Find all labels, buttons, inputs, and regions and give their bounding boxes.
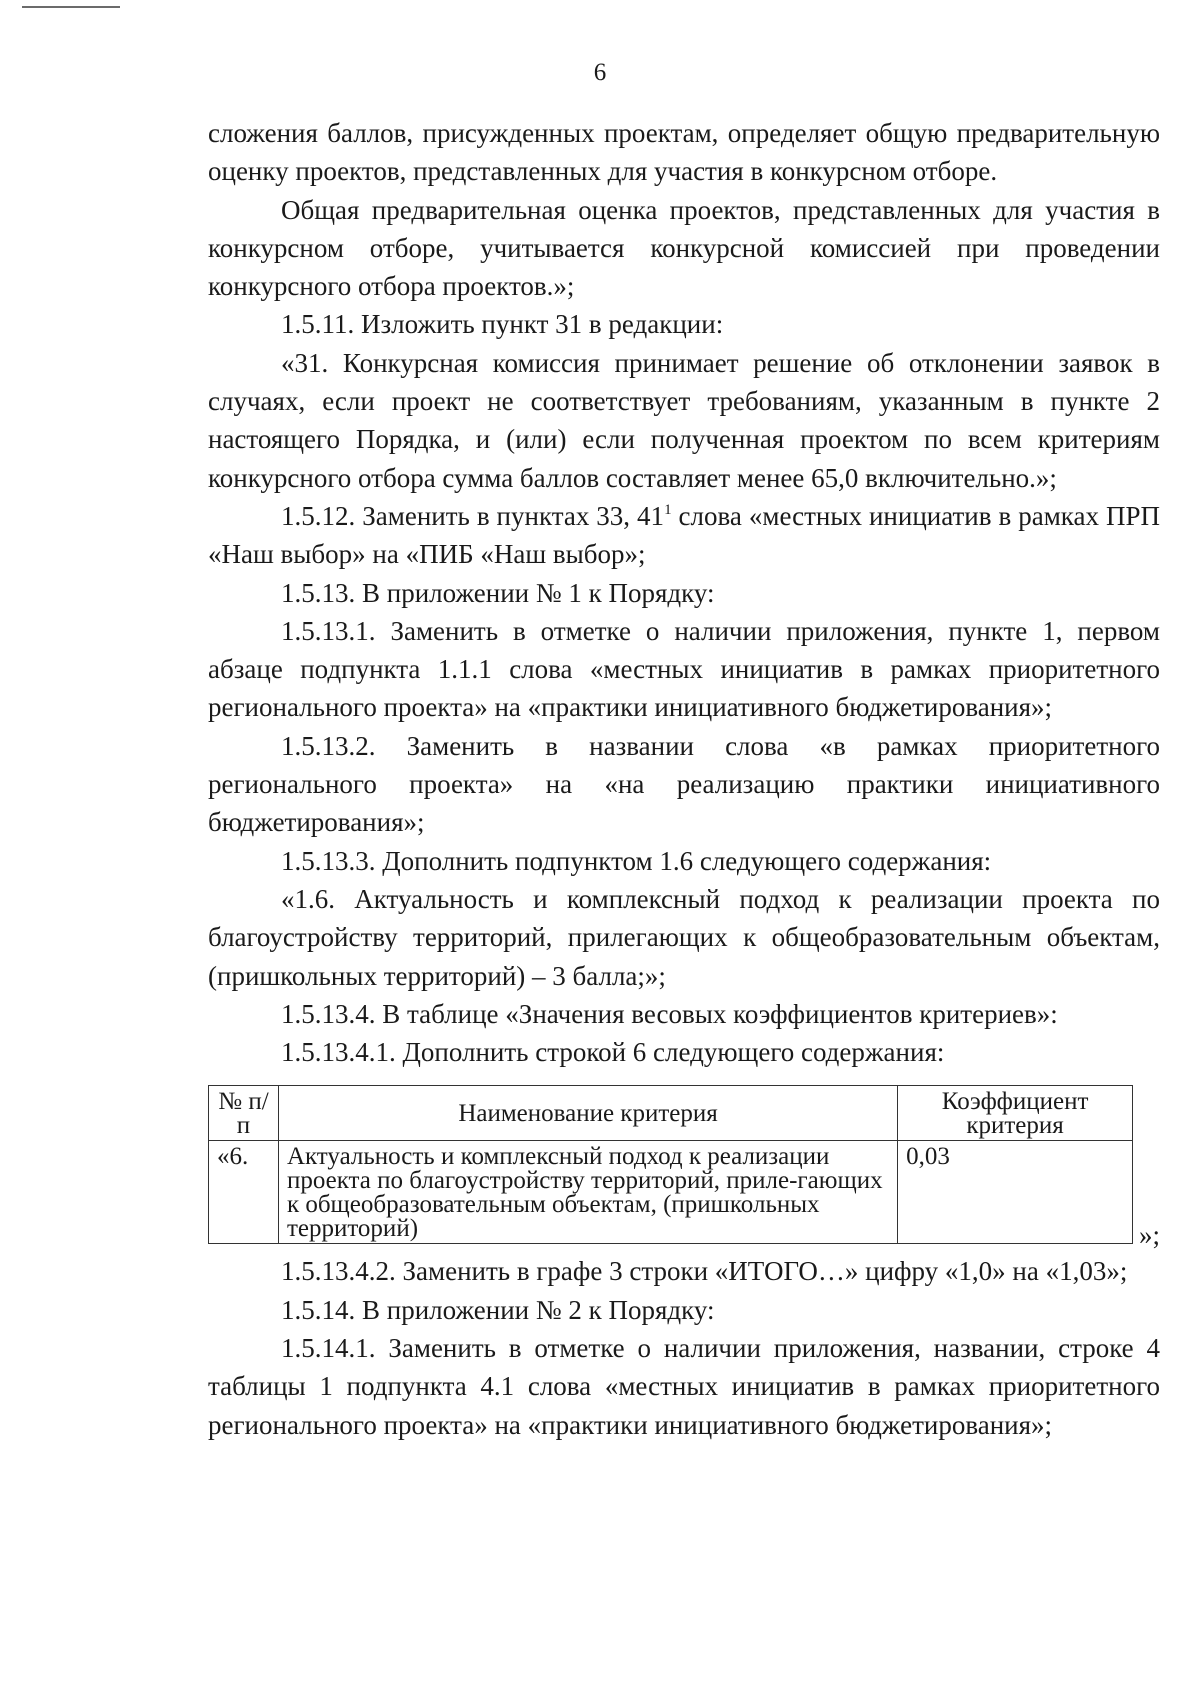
paragraph-1-5-13-3: 1.5.13.3. Дополнить подпунктом 1.6 следующего содержания: (281, 845, 992, 876)
header-number: № п/п (209, 1086, 279, 1141)
paragraph-1-5-12 (208, 497, 1160, 574)
paragraph-continuation: сложения баллов, присужденных проектам, определяет общую предварительную оценку проектов, представленных для участия в конкурсном отборе. (208, 118, 1160, 187)
paragraph-1-5-13-4: 1.5.13.4. В таблице «Значения весовых коэффициентов критериев»: (281, 998, 1058, 1029)
scan-corner-mark (22, 6, 120, 8)
paragraph-1-5-13-2: 1.5.13.2. Заменить в названии слова «в рамках приоритетного регионального проекта» на «на реализацию практики инициативного бюджетирования»; (208, 730, 1160, 838)
paragraph-1-5-13-1: 1.5.13.1. Заменить в отметке о наличии приложения, пункте 1, первом абзаце подпункта 1.1.1 слова «местных инициатив в рамках приоритетного регионального проекта» на «практики инициативного бюджетирования»; (208, 615, 1160, 723)
paragraph-1-5-13: 1.5.13. В приложении № 1 к Порядку: (281, 577, 715, 608)
paragraph-item-31: «31. Конкурсная комиссия принимает решение об отклонении заявок в случаях, если проект не соответствует требованиям, указанным в пункте 2 настоящего Порядка, и (или) если полученная проектом по всем критериям конкурсного отбора сумма баллов составляет менее 65,0 включительно.»; (208, 347, 1160, 493)
paragraph-1-5-12-text-a: 1.5.12. Заменить в пунктах 33, 41 (281, 500, 665, 531)
header-criterion-name: Наименование критерия (278, 1086, 897, 1141)
paragraph-1-5-13-4-1: 1.5.13.4.1. Дополнить строкой 6 следующего содержания: (281, 1037, 945, 1068)
table-row (209, 1141, 1133, 1244)
criteria-table-wrapper (208, 1085, 1160, 1251)
cell-coefficient: 0,03 (898, 1141, 1133, 1244)
paragraph-1-5-12-text-b: слова «местных инициатив в рамках ПРП «Наш выбор» на «ПИБ «Наш выбор»; (208, 500, 1160, 570)
paragraph-1-5-13-4-2: 1.5.13.4.2. Заменить в графе 3 строки «ИТОГО…» цифру «1,0» на «1,03»; (281, 1256, 1128, 1287)
paragraph-1-5-14-1: 1.5.14.1. Заменить в отметке о наличии приложения, названии, строке 4 таблицы 1 подпункта 4.1 слова «местных инициатив в рамках приоритетного регионального проекта» на «практики инициативного бюджетирования»; (208, 1333, 1160, 1440)
cell-row-number: «6. (209, 1141, 279, 1244)
table-header-row (209, 1086, 1133, 1141)
superscript-one: 1 (664, 501, 672, 518)
header-coefficient: Коэффициент критерия (898, 1086, 1133, 1141)
table-closing-quote: »; (1138, 1220, 1160, 1251)
cell-criterion-name: Актуальность и комплексный подход к реализации проекта по благоустройству территорий, приле-гающих к общеобразовательным объектам, (пришкольных территорий) (278, 1141, 897, 1244)
paragraph-preliminary-assessment: Общая предварительная оценка проектов, представленных для участия в конкурсном отборе, учитывается конкурсной комиссией при проведении конкурсного отбора проектов.»; (208, 194, 1160, 302)
criteria-table (208, 1085, 1133, 1244)
document-body (208, 114, 1160, 1444)
paragraph-1-5-11: 1.5.11. Изложить пункт 31 в редакции: (281, 309, 724, 340)
paragraph-1-5-14: 1.5.14. В приложении № 2 к Порядку: (281, 1294, 715, 1325)
paragraph-item-1-6: «1.6. Актуальность и комплексный подход к реализации проекта по благоустройству территорий, прилегающих к общеобразовательным объектам, (пришкольных территорий) – 3 балла;»; (208, 883, 1160, 991)
page-number: 6 (593, 59, 607, 86)
